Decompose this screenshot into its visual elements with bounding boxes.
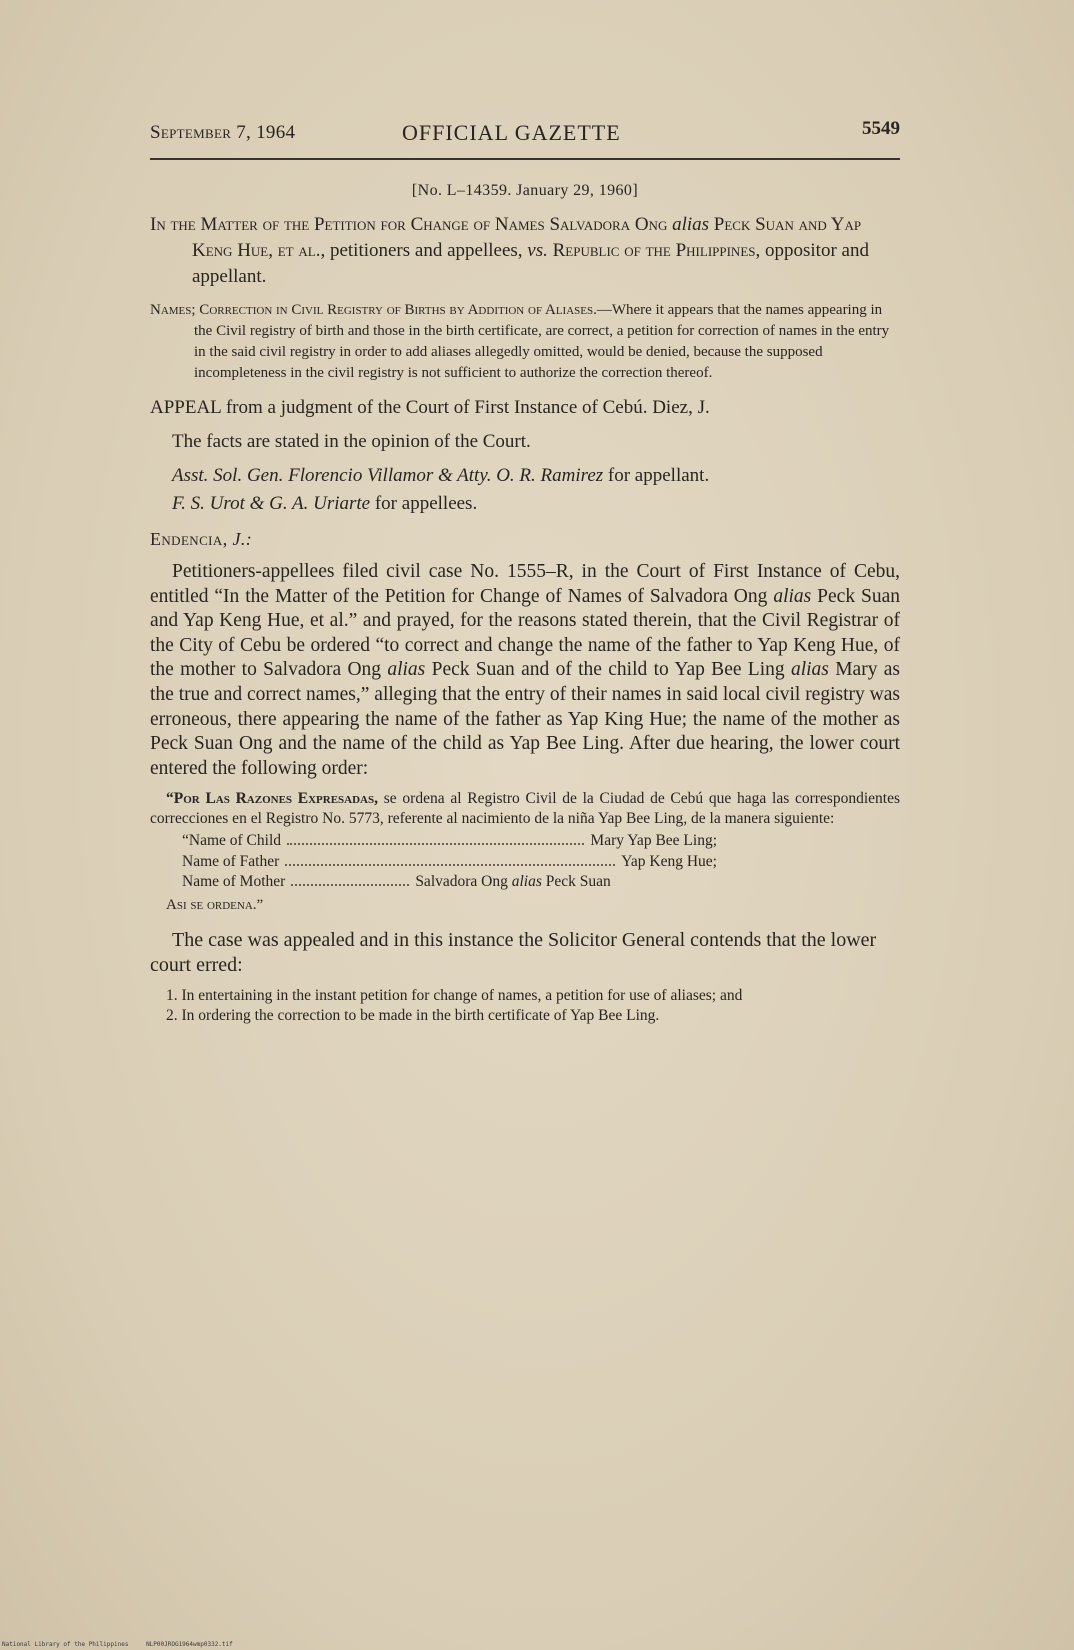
appeal-line: [150, 394, 900, 421]
ponente-name: Endencia,: [150, 529, 228, 549]
ponente-initial: J.:: [232, 529, 253, 549]
page-header: [150, 118, 900, 154]
counsel-appellant-names: Asst. Sol. Gen. Florencio Villamor & Atty. O. R. Ramirez: [172, 465, 604, 486]
quote-text: se ordena al Registro Civil de la Ciudad de Cebú que haga las correspondientes correcciones en el Registro No. 5773, referente al nacimiento de la niña Yap Bee Ling, de la manera siguiente:: [150, 790, 900, 828]
counsel-appellees-role: for appellees.: [374, 493, 478, 514]
counsel-appellees-names: F. S. Urot & G. A. Uriarte: [172, 493, 371, 514]
order-closing: Asi se ordena.”: [166, 896, 264, 913]
footer-file: NLP00JROG1964wmp0332.tif: [146, 1641, 233, 1648]
order-label: Name of Mother: [182, 873, 286, 891]
caption-part1: In the Matter of the Petition for Change of Names Salvadora Ong: [150, 214, 668, 235]
scan-footer: [2, 1641, 247, 1648]
opinion-text-d: Mary as the true and correct names,” alleging that the entry of their names in said local civil registry was erroneous, there appearing the name of the father as Yap King Hue; the name of the mother as Peck Suan Ong and the name of the child as Yap Bee Ling. After due hearing, the lower court entered the following order:: [150, 659, 900, 779]
syllabus: [150, 300, 900, 384]
facts-line: The facts are stated in the opinion of the Court.: [172, 431, 531, 452]
caption-vs: vs.: [527, 240, 548, 261]
mother-name-a: Salvadora Ong: [415, 873, 508, 891]
appeal-judge: Diez, J.: [652, 397, 710, 418]
counsel-appellees: [150, 491, 900, 517]
caption-part4: Republic of the Philippines,: [552, 240, 761, 261]
mother-alias: alias: [511, 873, 542, 891]
error-item: 1. In entertaining in the instant petition for change of names, a petition for use of aliases; and: [166, 986, 743, 1004]
quote-lead: “Por Las Razones Expresadas,: [166, 790, 378, 808]
caption-part3: petitioners and appellees,: [329, 240, 523, 261]
opinion-text-a: Petitioners-appellees filed civil case No. 1555–R, in the Court of First Instance of Cebu, entitled “In the Matter of the Petition for Change of Names of Salvadora Ong: [150, 561, 900, 607]
opinion-text-b: Peck Suan and Yap Keng Hue, et al.” and prayed, for the reasons stated therein, that the Civil Registrar of the City of Cebu be ordered “to correct and change the name of the father to Yap Keng Hue, of the mother to Salvadora Ong: [150, 585, 900, 681]
opinion-paragraph: [150, 560, 900, 781]
order-row-mother: [182, 872, 717, 893]
order-value: [415, 872, 610, 893]
order-row-child: [182, 831, 717, 852]
header-date: September 7, 1964: [150, 122, 296, 143]
syllabus-text: —Where it appears that the names appearing in the Civil registry of birth and those in the birth certificate, are correct, a petition for correction of names in the entry in the said civil registry in order to add aliases allegedly omitted, would be denied, because the supposed incompleteness in the civil registry is not sufficient to authorize the correction thereof.: [194, 302, 890, 381]
order-label: Name of Father: [182, 852, 280, 870]
header-page-number: 5549: [862, 118, 900, 139]
header-rule: [150, 158, 900, 160]
opinion-alias-3: alias: [790, 659, 829, 681]
order-label: “Name of Child: [182, 832, 282, 850]
order-entries: [150, 831, 900, 893]
gazette-page: [150, 118, 900, 1026]
counsel-appellant-role: for appellant.: [607, 465, 710, 486]
caption-part2: Peck Suan and Yap Keng Hue, et al.,: [192, 214, 862, 261]
ponente: [150, 529, 900, 550]
footer-library: National Library of the Philippines: [2, 1641, 129, 1648]
order-value: Mary Yap Bee Ling;: [590, 832, 717, 850]
opinion-text-c: Peck Suan and of the child to Yap Bee Ling: [431, 659, 785, 681]
mother-name-b: Peck Suan: [545, 873, 611, 891]
docket-number: [No. L–14359. January 29, 1960]: [411, 182, 639, 199]
leader-dots: [291, 884, 409, 886]
leader-dots: [285, 864, 615, 866]
quoted-order: [150, 789, 900, 829]
order-row-father: [182, 852, 717, 873]
syllabus-head: Names; Correction in Civil Registry of Births by Addition of Aliases.: [150, 302, 597, 318]
leader-dots: [287, 843, 584, 845]
appeal-text: APPEAL from a judgment of the Court of First Instance of Cebú.: [150, 397, 648, 418]
error-item: 2. In ordering the correction to be made in the birth certificate of Yap Bee Ling.: [166, 1006, 660, 1024]
header-title: OFFICIAL GAZETTE: [402, 120, 621, 145]
opinion-alias-2: alias: [387, 659, 426, 681]
caption-part5: oppositor and appellant.: [192, 240, 869, 287]
appeal-paragraph: The case was appealed and in this instance the Solicitor General contends that the lower court erred:: [150, 928, 877, 976]
case-caption: [150, 212, 900, 290]
counsel-appellant: [150, 463, 900, 489]
assigned-errors: [150, 986, 900, 1026]
opinion-alias-1: alias: [773, 585, 812, 607]
order-value: Yap Keng Hue;: [621, 852, 717, 870]
caption-alias: alias: [672, 214, 710, 235]
